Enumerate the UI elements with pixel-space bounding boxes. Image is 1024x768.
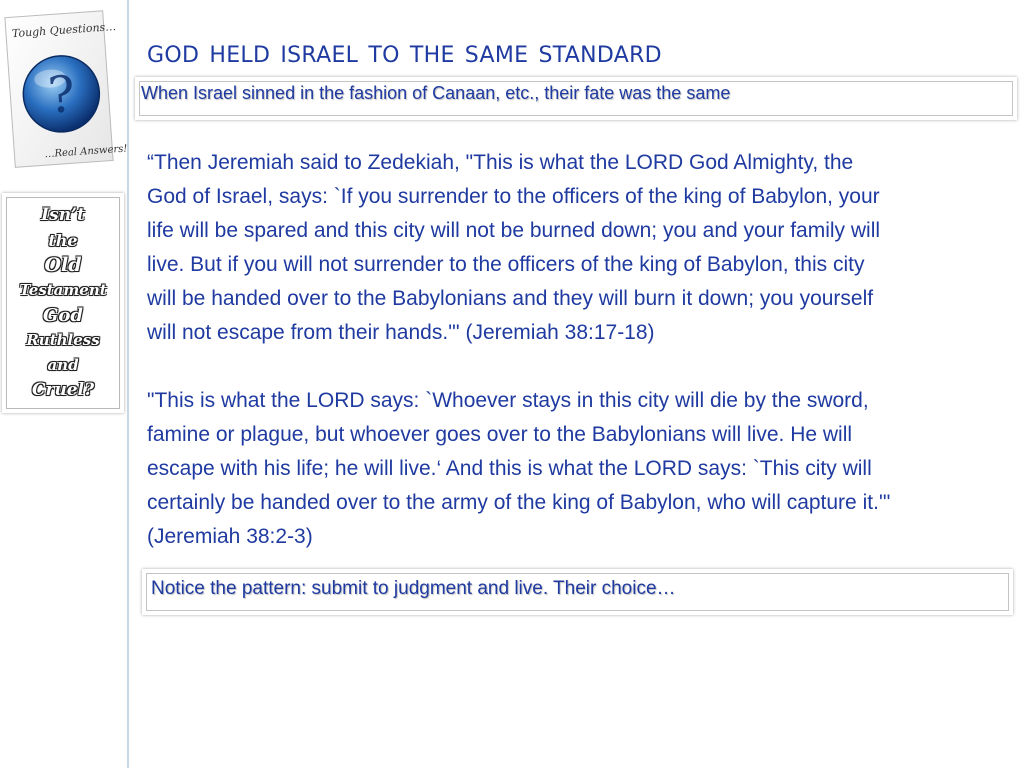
series-word: and <box>47 356 79 374</box>
sidebar-divider <box>127 0 129 768</box>
series-word: Cruel? <box>31 380 95 400</box>
series-word: Ruthless <box>26 331 100 349</box>
tough-questions-logo <box>4 6 128 172</box>
slide-subtitle: When Israel sinned in the fashion of Canaan, etc., their fate was the same <box>141 83 731 103</box>
slide-note: Notice the pattern: submit to judgment and live. Their choice… <box>151 578 676 599</box>
series-word: Testament <box>19 281 107 299</box>
series-word: God <box>43 305 83 326</box>
note-box <box>142 569 1013 615</box>
logo-top-text: Tough Questions… <box>11 19 117 41</box>
series-word: Old <box>44 254 82 276</box>
slide-title: god held israel to the same standard <box>147 34 662 70</box>
svg-text:?: ? <box>46 65 77 125</box>
series-word: Isn’t <box>41 205 85 225</box>
quote-jeremiah-38-2: "This is what the LORD says: `Whoever stays in this city will die by the sword, famine or plague, but whoever goes over to the Babylonians will live. He will escape with his life; he will live.‘ And this is what the LORD says: `This city will certainly be handed over to the army of the king of Babylon, who will capture it.'" (Jeremiah 38:2-3) <box>147 389 891 548</box>
quote-jeremiah-38-17: “Then Jeremiah said to Zedekiah, "This is what the LORD God Almighty, the God of Israel, says: `If you surrender to the officers of the king of Babylon, your life will be spared and this city will not be burned down; you and your family will live. But if you will not surrender to the officers of the king of Babylon, this city will be handed over to the Babylonians and they will burn it down; you yourself will not escape from their hands.'" (Jeremiah 38:17-18) <box>147 151 881 344</box>
series-title-frame <box>6 197 120 409</box>
scripture-quotes <box>147 146 977 554</box>
logo-bottom-text: …Real Answers! <box>44 143 128 161</box>
series-title-box <box>2 193 124 413</box>
subtitle-box <box>135 77 1017 120</box>
series-word: the <box>48 231 78 250</box>
